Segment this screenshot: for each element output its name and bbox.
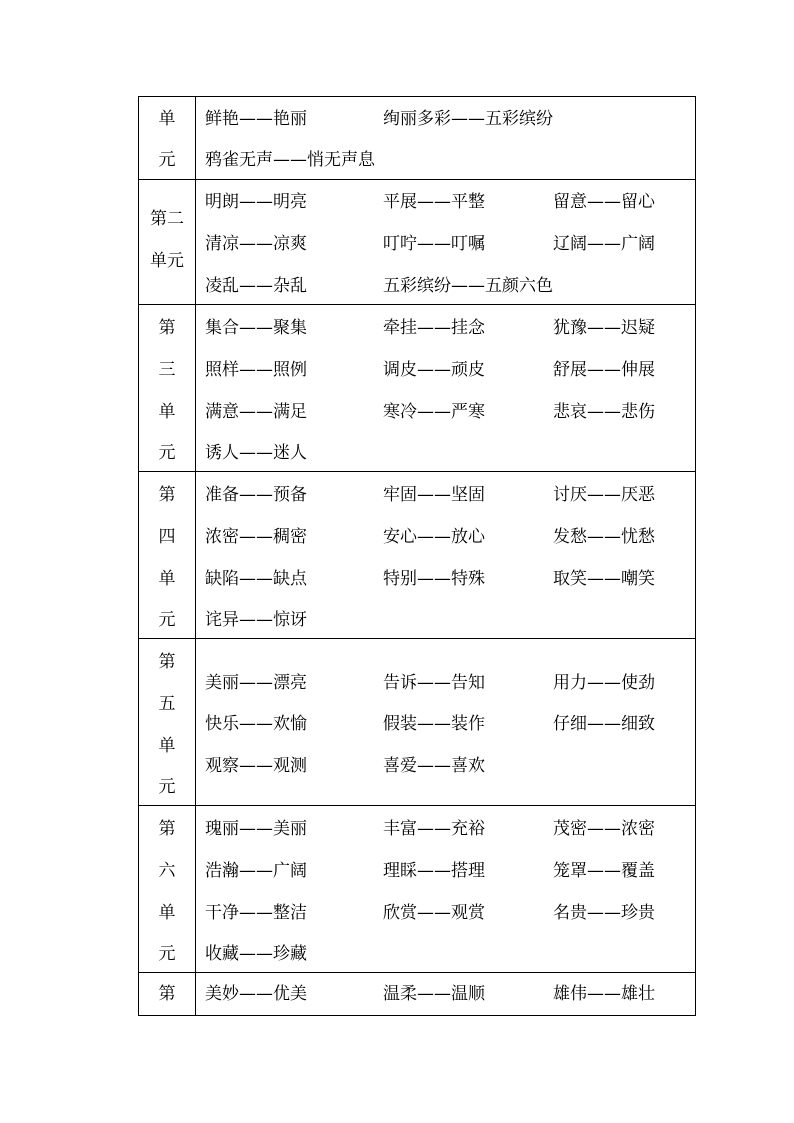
synonym-pair: 告诉——告知 xyxy=(383,673,485,693)
synonym-pair: 悲哀——悲伤 xyxy=(553,402,655,422)
synonym-line xyxy=(196,109,695,129)
synonym-line xyxy=(196,192,695,212)
synonym-pair: 名贵——珍贵 xyxy=(553,903,655,923)
unit-row xyxy=(139,973,695,1015)
unit-label-char: 元 xyxy=(158,944,176,964)
unit-label-char: 第 xyxy=(158,984,176,1004)
synonym-pair: 寒冷——严寒 xyxy=(383,402,485,422)
unit-label-char: 元 xyxy=(158,150,176,170)
unit-label-char: 单 xyxy=(158,569,176,589)
synonym-list xyxy=(196,973,695,1015)
synonym-pair: 浓密——稠密 xyxy=(205,527,307,547)
unit-label-char: 第 xyxy=(158,318,176,338)
unit-label-char: 六 xyxy=(158,861,176,881)
synonym-pair: 明朗——明亮 xyxy=(205,192,307,212)
unit-label xyxy=(139,180,196,304)
unit-label-char: 单 xyxy=(158,109,176,129)
synonym-pair: 仔细——细致 xyxy=(553,714,655,734)
synonym-pair: 辽阔——广阔 xyxy=(553,234,655,254)
synonym-pair: 诱人——迷人 xyxy=(205,443,307,463)
synonym-pair: 讨厌——厌恶 xyxy=(553,485,655,505)
synonym-list xyxy=(196,472,695,638)
synonym-pair: 收藏——珍藏 xyxy=(205,944,307,964)
synonym-line xyxy=(196,714,695,734)
unit-label xyxy=(139,305,196,471)
synonym-pair: 缺陷——缺点 xyxy=(205,569,307,589)
synonym-pair: 美妙——优美 xyxy=(205,984,307,1004)
unit-label xyxy=(139,973,196,1015)
synonym-pair: 绚丽多彩——五彩缤纷 xyxy=(383,109,553,129)
unit-label-char: 四 xyxy=(158,527,176,547)
synonym-list xyxy=(196,97,695,179)
synonym-pair: 发愁——忧愁 xyxy=(553,527,655,547)
synonym-line xyxy=(196,756,695,776)
synonym-pair: 集合——聚集 xyxy=(205,318,307,338)
synonym-list xyxy=(196,806,695,972)
unit-row xyxy=(139,97,695,180)
synonym-table xyxy=(138,96,696,1016)
synonym-pair: 取笑——嘲笑 xyxy=(553,569,655,589)
synonym-line xyxy=(196,569,695,589)
unit-row xyxy=(139,180,695,305)
synonym-pair: 留意——留心 xyxy=(553,192,655,212)
synonym-line xyxy=(196,234,695,254)
unit-row xyxy=(139,305,695,472)
synonym-line xyxy=(196,276,695,296)
unit-label-char: 元 xyxy=(158,777,176,797)
synonym-pair: 舒展——伸展 xyxy=(553,360,655,380)
unit-label-char: 单 xyxy=(158,402,176,422)
synonym-pair: 叮咛——叮嘱 xyxy=(383,234,485,254)
synonym-pair: 温柔——温顺 xyxy=(383,984,485,1004)
synonym-pair: 牢固——坚固 xyxy=(383,485,485,505)
synonym-pair: 安心——放心 xyxy=(383,527,485,547)
unit-label xyxy=(139,639,196,805)
synonym-line xyxy=(196,984,695,1004)
unit-label-char: 元 xyxy=(158,443,176,463)
synonym-pair: 鲜艳——艳丽 xyxy=(205,109,307,129)
synonym-pair: 牵挂——挂念 xyxy=(383,318,485,338)
synonym-line xyxy=(196,443,695,463)
synonym-pair: 笼罩——覆盖 xyxy=(553,861,655,881)
synonym-pair: 准备——预备 xyxy=(205,485,307,505)
unit-label-char: 第二 xyxy=(150,209,184,229)
synonym-line xyxy=(196,819,695,839)
unit-label-char: 元 xyxy=(158,610,176,630)
synonym-list xyxy=(196,305,695,471)
synonym-pair: 满意——满足 xyxy=(205,402,307,422)
synonym-line xyxy=(196,944,695,964)
synonym-pair: 雄伟——雄壮 xyxy=(553,984,655,1004)
unit-label-char: 第 xyxy=(158,485,176,505)
unit-label-char: 三 xyxy=(158,360,176,380)
synonym-pair: 特别——特殊 xyxy=(383,569,485,589)
unit-label-char: 单元 xyxy=(150,251,184,271)
synonym-list xyxy=(196,180,695,304)
synonym-line xyxy=(196,673,695,693)
synonym-line xyxy=(196,402,695,422)
synonym-line xyxy=(196,610,695,630)
synonym-pair: 五彩缤纷——五颜六色 xyxy=(383,276,553,296)
unit-label xyxy=(139,472,196,638)
unit-label-char: 第 xyxy=(158,819,176,839)
synonym-pair: 观察——观测 xyxy=(205,756,307,776)
synonym-pair: 犹豫——迟疑 xyxy=(553,318,655,338)
synonym-list xyxy=(196,639,695,805)
unit-label-char: 单 xyxy=(158,736,176,756)
unit-label xyxy=(139,806,196,972)
unit-row xyxy=(139,472,695,639)
synonym-pair: 快乐——欢愉 xyxy=(205,714,307,734)
synonym-pair: 瑰丽——美丽 xyxy=(205,819,307,839)
synonym-line xyxy=(196,360,695,380)
synonym-pair: 茂密——浓密 xyxy=(553,819,655,839)
synonym-pair: 清凉——凉爽 xyxy=(205,234,307,254)
synonym-pair: 欣赏——观赏 xyxy=(383,903,485,923)
synonym-line xyxy=(196,527,695,547)
unit-label-char: 第 xyxy=(158,652,176,672)
synonym-pair: 美丽——漂亮 xyxy=(205,673,307,693)
synonym-pair: 干净——整洁 xyxy=(205,903,307,923)
synonym-pair: 假装——装作 xyxy=(383,714,485,734)
synonym-pair: 理睬——搭理 xyxy=(383,861,485,881)
synonym-line xyxy=(196,318,695,338)
synonym-line xyxy=(196,861,695,881)
synonym-pair: 浩瀚——广阔 xyxy=(205,861,307,881)
synonym-pair: 喜爱——喜欢 xyxy=(383,756,485,776)
synonym-pair: 照样——照例 xyxy=(205,360,307,380)
synonym-pair: 调皮——顽皮 xyxy=(383,360,485,380)
synonym-pair: 丰富——充裕 xyxy=(383,819,485,839)
synonym-line xyxy=(196,150,695,170)
unit-row xyxy=(139,639,695,806)
synonym-pair: 诧异——惊讶 xyxy=(205,610,307,630)
synonym-line xyxy=(196,485,695,505)
unit-label-char: 单 xyxy=(158,903,176,923)
unit-label-char: 五 xyxy=(158,694,176,714)
synonym-pair: 平展——平整 xyxy=(383,192,485,212)
synonym-pair: 鸦雀无声——悄无声息 xyxy=(205,150,375,170)
unit-label xyxy=(139,97,196,179)
synonym-line xyxy=(196,903,695,923)
synonym-pair: 凌乱——杂乱 xyxy=(205,276,307,296)
synonym-pair: 用力——使劲 xyxy=(553,673,655,693)
unit-row xyxy=(139,806,695,973)
